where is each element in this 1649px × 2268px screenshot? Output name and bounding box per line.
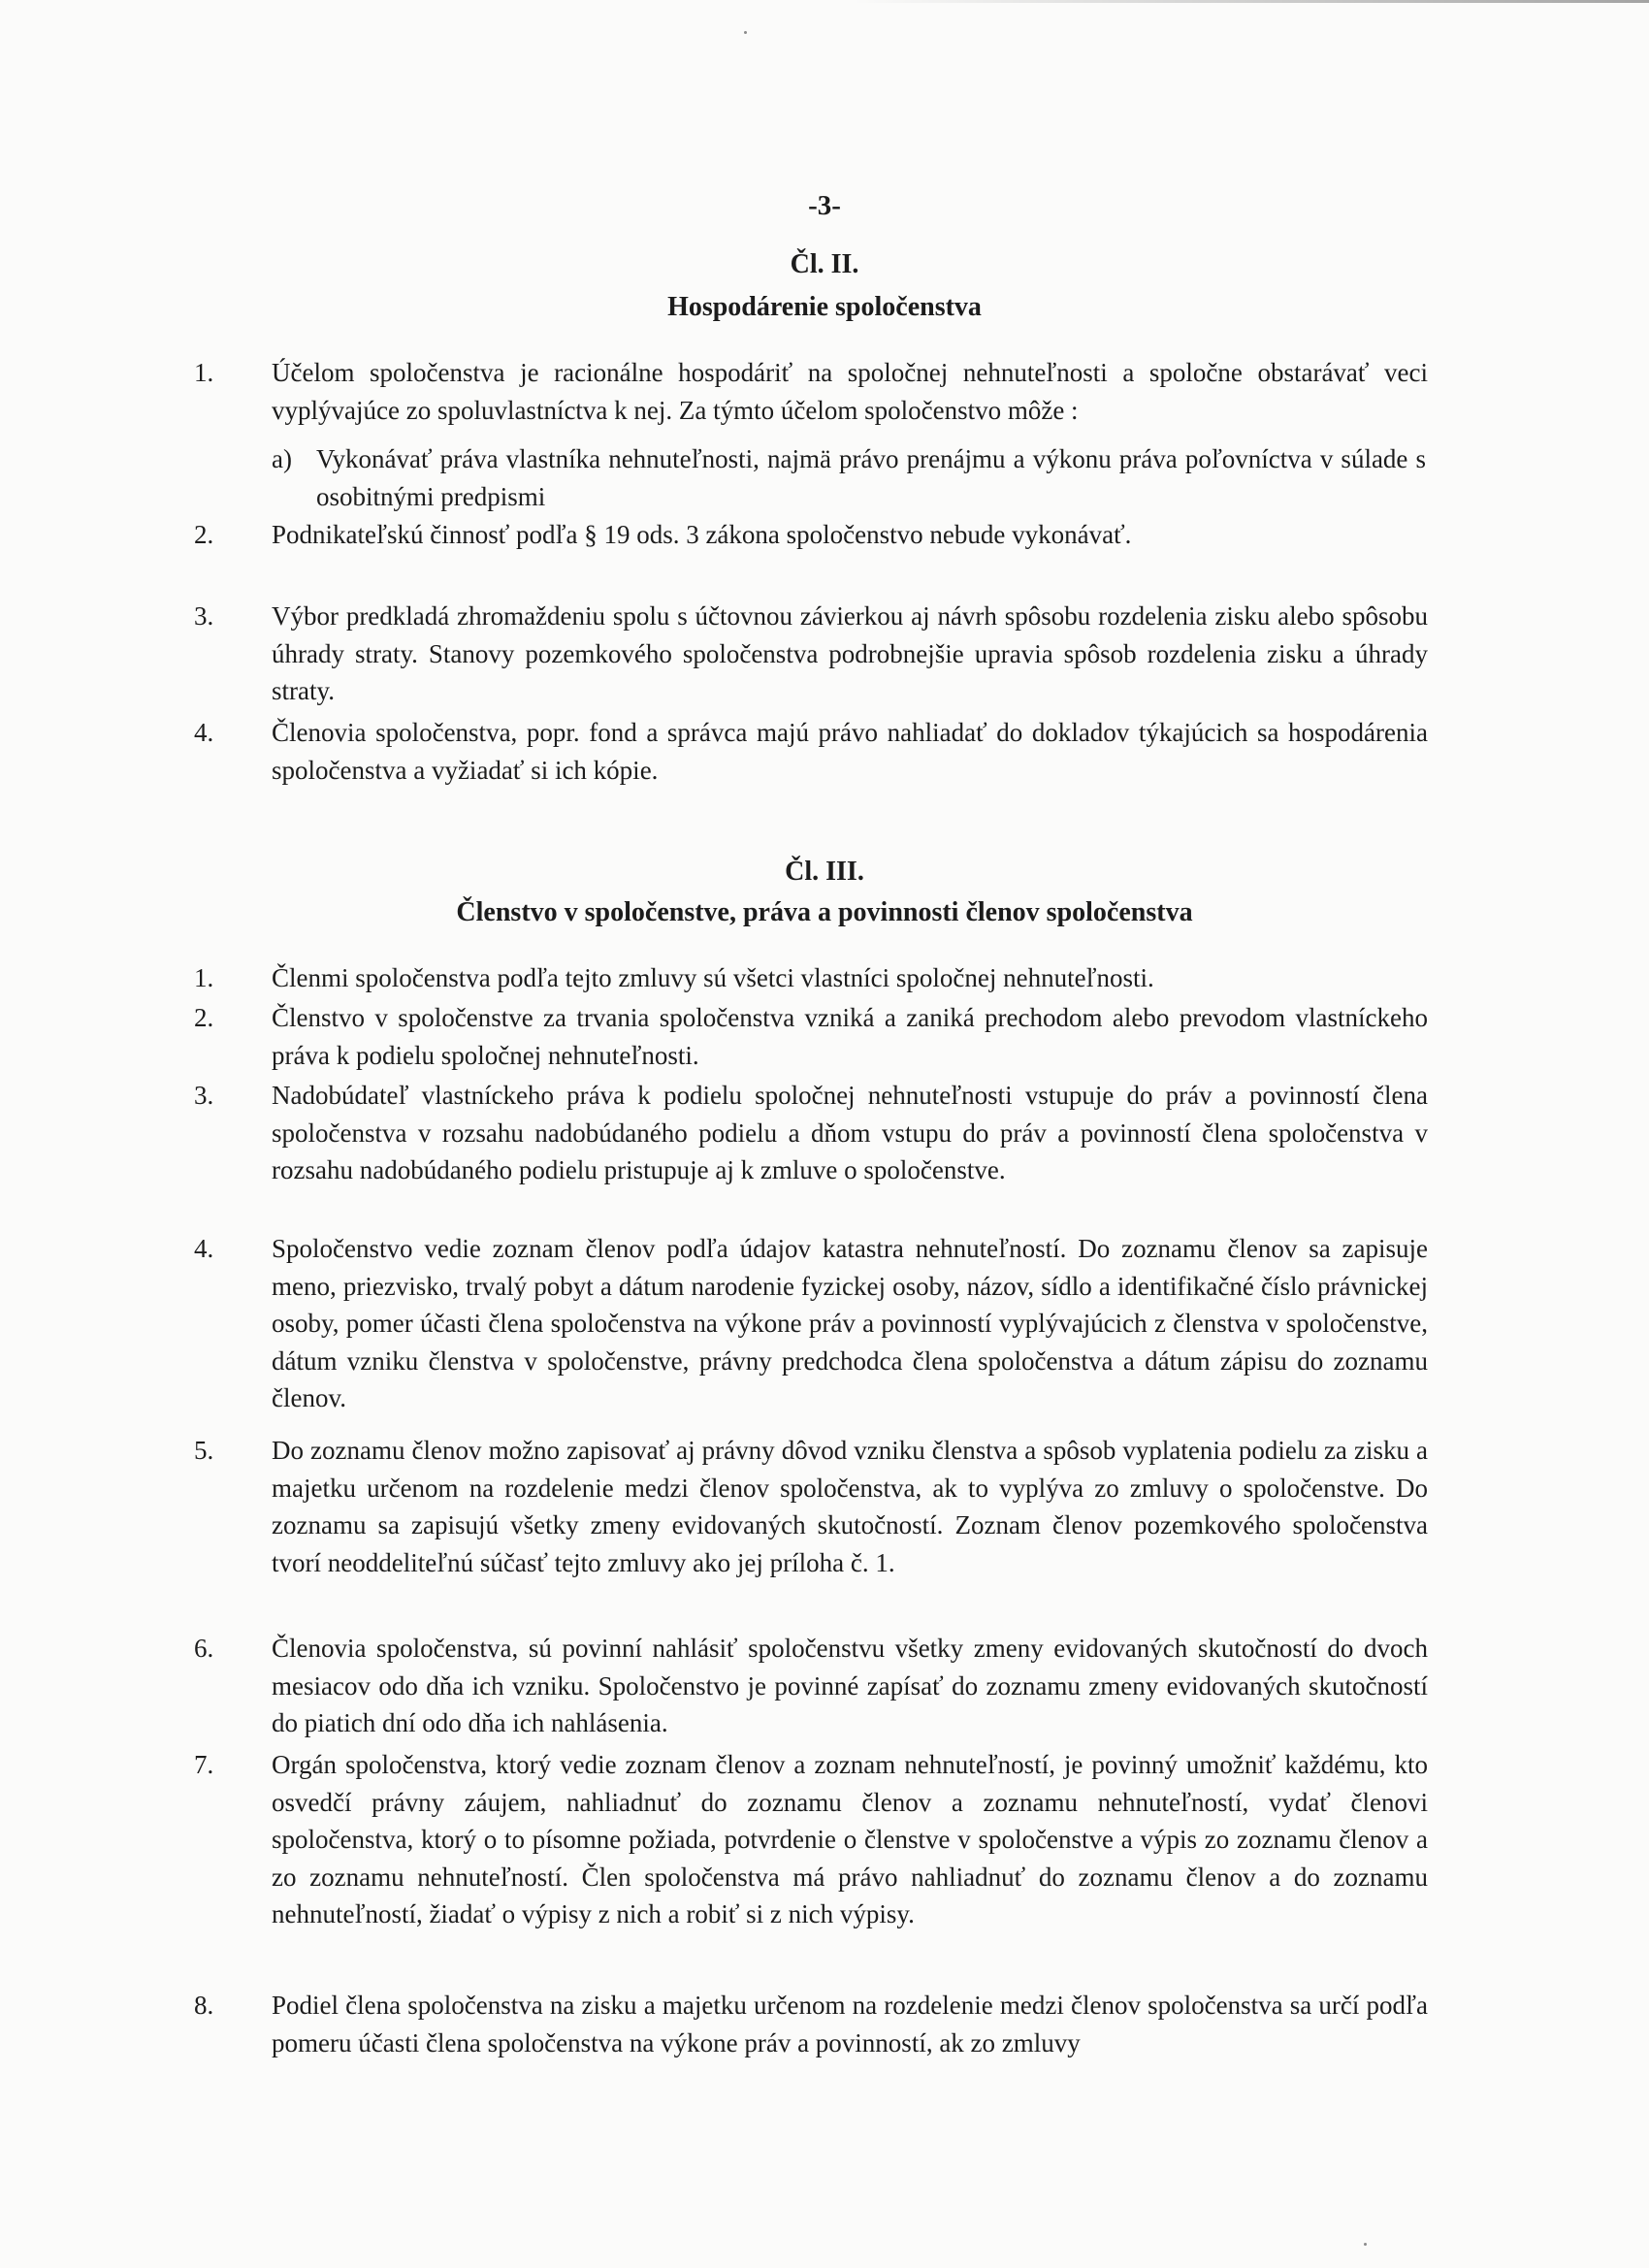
item-text: Orgán spoločenstva, ktorý vedie zoznam členov a zoznam nehnuteľností, je povinný umožniť každému, kto osvedčí právny záujem, nahliadnuť do zoznamu členov a zoznamu nehnuteľností, vydať členovi spoločenstva, ktorý o to písomne požiada, potvrdenie o členstve v spoločenstve a výpis zo zoznamu členov a zo zoznamu nehnuteľností. Člen spoločenstva má právo nahliadnuť do zoznamu členov a do zoznamu nehnuteľností, žiadať o výpisy z nich a robiť si z nich výpisy. [272, 1750, 1428, 1928]
item-number: 1. [194, 963, 214, 992]
article-3-item-1 [194, 959, 1428, 997]
item-number: 3. [194, 601, 214, 631]
article-3-title: Členstvo v spoločenstve, práva a povinnosti členov spoločenstva [456, 897, 1193, 927]
item-number: 2. [194, 1003, 214, 1032]
page-number: -3- [808, 190, 841, 221]
item-text: Členmi spoločenstva podľa tejto zmluvy sú všetci vlastníci spoločnej nehnuteľnosti. [272, 963, 1154, 992]
item-text: Výbor predkladá zhromaždeniu spolu s účtovnou závierkou aj návrh spôsobu rozdelenia zisku alebo spôsobu úhrady straty. Stanovy pozemkového spoločenstva podrobnejšie upravia spôsob rozdelenia zisku a úhrady straty. [272, 601, 1428, 705]
item-text: Členstvo v spoločenstve za trvania spoločenstva vzniká a zaniká prechodom alebo prevodom vlastníckeho práva k podielu spoločnej nehnuteľnosti. [272, 1003, 1428, 1070]
article-2-title: Hospodárenie spoločenstva [667, 292, 982, 322]
item-text: Účelom spoločenstva je racionálne hospodáriť na spoločnej nehnuteľnosti a spoločne obstarávať veci vyplývajúce zo spoluvlastníctva k nej. Za týmto účelom spoločenstvo môže : [272, 358, 1428, 425]
article-2-number: Čl. II. [790, 249, 859, 279]
article-3-item-2 [194, 999, 1428, 1074]
item-number: 8. [194, 1991, 214, 2020]
article-3-item-7 [194, 1746, 1428, 1933]
item-text: Podiel člena spoločenstva na zisku a majetku určenom na rozdelenie medzi členov spoločenstva sa určí podľa pomeru účasti člena spoločenstva na výkone práv a povinností, ak zo zmluvy [272, 1991, 1428, 2057]
scan-speck [1364, 2243, 1367, 2246]
item-number: 4. [194, 718, 214, 747]
article-2-item-1-sub-a [272, 440, 1426, 515]
item-number: 2. [194, 520, 214, 549]
item-number: 1. [194, 358, 214, 387]
item-text: Spoločenstvo vedie zoznam členov podľa údajov katastra nehnuteľností. Do zoznamu členov sa zapisuje meno, priezvisko, trvalý pobyt a dátum narodenie fyzickej osoby, názov, sídlo a identifikačné číslo právnickej osoby, pomer účasti člena spoločenstva na výkone práv a povinností vyplývajúcich z členstva v spoločenstve, dátum vzniku členstva v spoločenstve, právny predchodca člena spoločenstva a dátum zápisu do zoznamu členov. [272, 1234, 1428, 1412]
article-3-item-3 [194, 1077, 1428, 1189]
article-2-item-2 [194, 516, 1428, 554]
item-text: Členovia spoločenstva, popr. fond a správca majú právo nahliadať do dokladov týkajúcich sa hospodárenia spoločenstva a vyžiadať si ich kópie. [272, 718, 1428, 785]
article-3-number: Čl. III. [785, 857, 864, 887]
scan-speck [744, 31, 747, 34]
article-3-item-4 [194, 1230, 1428, 1417]
item-number: 4. [194, 1234, 214, 1263]
article-3-item-5 [194, 1432, 1428, 1581]
article-2-item-3 [194, 598, 1428, 710]
item-number: 5. [194, 1436, 214, 1465]
sub-item-text: Vykonávať práva vlastníka nehnuteľnosti, najmä právo prenájmu a výkonu práva poľovníctva v súlade s osobitnými predpismi [316, 444, 1426, 511]
item-text: Do zoznamu členov možno zapisovať aj právny dôvod vzniku členstva a spôsob vyplatenia podielu za zisku a majetku určenom na rozdelenie medzi členov spoločenstva, ak to vyplýva zo zmluvy o spoločenstve. Do zoznamu sa zapisujú všetky zmeny evidovaných skutočností. Zoznam členov pozemkového spoločenstva tvorí neoddeliteľnú súčasť tejto zmluvy ako jej príloha č. 1. [272, 1436, 1428, 1577]
article-2-item-1 [194, 354, 1428, 429]
item-text: Členovia spoločenstva, sú povinní nahlásiť spoločenstvu všetky zmeny evidovaných skutočností do dvoch mesiacov odo dňa ich vzniku. Spoločenstvo je povinné zapísať do zoznamu zmeny evidovaných skutočností do piatich dní odo dňa ich nahlásenia. [272, 1634, 1428, 1737]
article-2-item-4 [194, 714, 1428, 789]
item-number: 6. [194, 1634, 214, 1663]
sub-item-letter: a) [272, 444, 292, 473]
item-number: 3. [194, 1081, 214, 1110]
item-text: Nadobúdateľ vlastníckeho práva k podielu spoločnej nehnuteľnosti vstupuje do práv a povinností člena spoločenstva v rozsahu nadobúdaného podielu a dňom vstupu do práv a povinností člena spoločenstva v rozsahu nadobúdaného podielu pristupuje aj k zmluve o spoločenstve. [272, 1081, 1428, 1184]
item-number: 7. [194, 1750, 214, 1779]
scan-edge [854, 0, 1649, 3]
article-3-item-6 [194, 1630, 1428, 1742]
article-3-item-8 [194, 1987, 1428, 2061]
item-text: Podnikateľskú činnosť podľa § 19 ods. 3 zákona spoločenstvo nebude vykonávať. [272, 520, 1132, 549]
